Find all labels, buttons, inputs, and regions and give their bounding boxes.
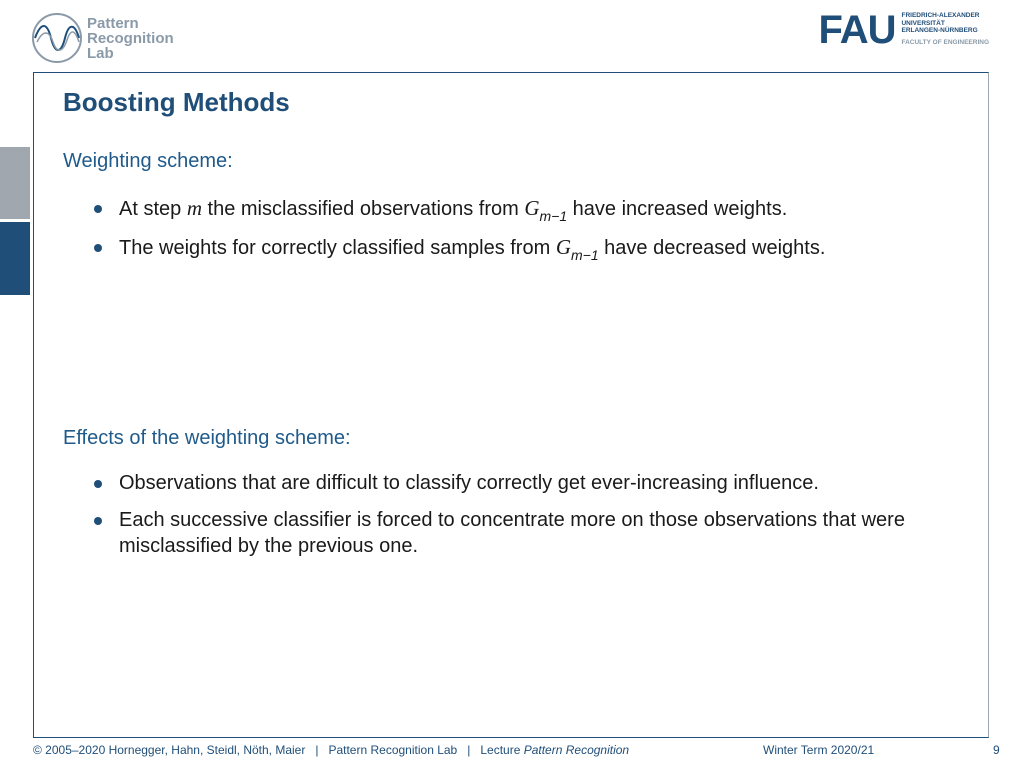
section-heading-effects: Effects of the weighting scheme: [63, 427, 351, 449]
effects-bullet-list [92, 470, 982, 570]
bullet-text: the misclassified observations from [201, 198, 525, 220]
fau-logo [818, 8, 989, 52]
bullet-item [92, 195, 982, 223]
page-number: 9 [993, 743, 1000, 757]
fau-name-line-2: UNIVERSITÄT [901, 19, 945, 27]
lab-logo-line-1: Pattern [87, 14, 139, 32]
lab-logo-text [87, 16, 174, 61]
footer-credits: © 2005–2020 Hornegger, Hahn, Steidl, Nöth, Maier | Pattern Recognition Lab | Lecture [33, 743, 524, 757]
fau-university-name [901, 12, 989, 46]
footer-course: Pattern Recognition [523, 743, 630, 757]
side-marker-grey [0, 147, 30, 219]
bullet-item [92, 234, 982, 262]
math-symbol: G [524, 196, 540, 220]
fau-name-line-3: ERLANGEN-NÜRNBERG [901, 27, 978, 34]
math-subscript: m−1 [539, 208, 568, 224]
math-subscript: m−1 [570, 247, 599, 263]
lab-logo-icon [31, 12, 83, 64]
weighting-bullet-list [92, 195, 982, 273]
side-marker-blue [0, 222, 30, 295]
bullet-item: Each successive classifier is forced to concentrate more on those observations that were misclassified by the previous one. [92, 507, 982, 559]
bullet-text: have increased weights. [567, 198, 788, 220]
fau-faculty: FACULTY OF ENGINEERING [901, 38, 989, 46]
bullet-text: The weights for correctly classified samples from [119, 237, 556, 259]
fau-name-line-1: FRIEDRICH-ALEXANDER [901, 12, 980, 19]
slide-title: Boosting Methods [63, 87, 290, 117]
lab-logo-line-3: Lab [87, 44, 114, 62]
math-symbol: G [555, 235, 571, 259]
footer-term: Winter Term 2020/21 [763, 743, 875, 757]
bullet-item: Observations that are difficult to classify correctly get ever-increasing influence. [92, 470, 982, 496]
math-variable: m [186, 196, 202, 220]
bullet-text: At step [119, 198, 187, 220]
footer-copyright [33, 743, 629, 757]
lab-logo-line-2: Recognition [87, 29, 174, 47]
fau-wordmark: FAU [818, 8, 896, 52]
pattern-recognition-lab-logo [31, 12, 174, 64]
section-heading-weighting: Weighting scheme: [63, 150, 233, 172]
bullet-text: have decreased weights. [598, 237, 826, 259]
